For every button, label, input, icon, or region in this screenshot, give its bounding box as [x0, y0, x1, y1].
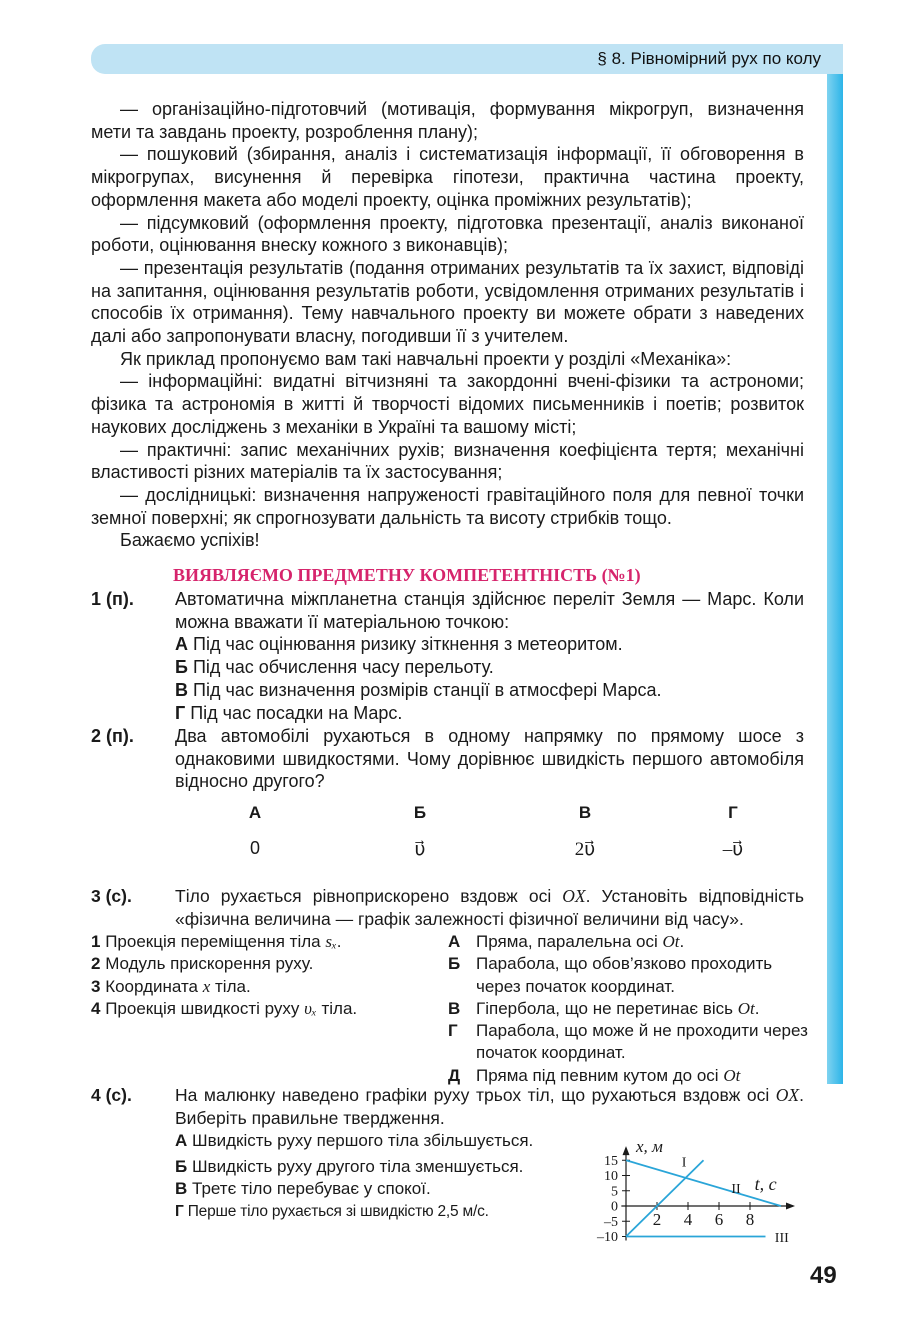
option-b: Б Швидкість руху другого тіла зменшується.	[175, 1156, 524, 1176]
list-item: 4 Проекція швидкості руху υₓ тіла.	[91, 998, 358, 1018]
header-bar	[91, 44, 843, 74]
chapter-title: § 8. Рівномірний рух по колу	[597, 49, 821, 68]
list-item: Б Парабола, що обов’язково проходить через початок координат.	[448, 954, 773, 996]
match-right-list	[448, 931, 808, 1087]
question-2	[91, 725, 804, 793]
answer-letter: Г	[728, 803, 738, 822]
question-number: 4 (с).	[91, 1085, 132, 1105]
intro-paragraph: — підсумковий (оформлення проекту, підготовка презентації, аналіз виконаної роботи, оцінювання внеску кожного з виконавців);	[91, 212, 804, 256]
y-tick-label: –5	[604, 1214, 618, 1230]
list-item: 2 Модуль прискорення руху.	[91, 954, 314, 974]
question-text: Тіло рухається рівноприскорено вздовж осі OX. Установіть відповідність «фізична величина — графік залежності фізичної величини від часу».	[175, 886, 805, 929]
option-c: В Третє тіло перебуває у спокої.	[175, 1179, 431, 1198]
question-3	[91, 885, 804, 930]
list-item: Г Парабола, що може й не проходити через початок координат.	[448, 1021, 808, 1063]
intro-paragraph: Як приклад пропонуємо вам такі навчальні проекти у розділі «Механіка»:	[120, 348, 732, 369]
x-tick-label: 8	[745, 1210, 755, 1229]
question-number: 1 (п).	[91, 589, 134, 609]
list-item: 3 Координата x тіла.	[91, 976, 251, 996]
y-tick-label: 15	[604, 1153, 618, 1169]
x-tick-label: 4	[683, 1210, 693, 1229]
question-number: 2 (п).	[91, 726, 134, 746]
intro-paragraph: — дослідницькі: визначення напруженості гравітаційного поля для певної точки земної поверхні; як спрогнозувати дальність та висоту стрибків тощо.	[91, 484, 804, 528]
answer-letter: В	[578, 803, 592, 822]
y-axis-arrow	[623, 1146, 630, 1155]
x-tick-label: 6	[714, 1210, 724, 1229]
intro-paragraph: — організаційно-підготовчий (мотивація, формування мікрогруп, визначення мети та завдань проекту, розроблення плану);	[91, 99, 804, 142]
x-axis-arrow	[786, 1203, 795, 1210]
question-number: 3 (с).	[91, 886, 132, 906]
list-item: А Пряма, паралельна осі Ot.	[448, 932, 685, 951]
series-label: II	[731, 1182, 741, 1198]
list-item: 1 Проекція переміщення тіла sₓ.	[91, 932, 342, 951]
question-1	[91, 588, 804, 724]
series-label: III	[774, 1230, 789, 1246]
option-c: В Під час визначення розмірів станції в атмосфері Марса.	[175, 679, 662, 700]
page-number: 49	[810, 1262, 837, 1289]
intro-paragraph: — практичні: запис механічних рухів; визначення коефіцієнта тертя; механічні властивості різних матеріалів та їх застосування;	[91, 439, 804, 483]
match-left-list	[91, 931, 357, 1020]
x-axis-label: t, с	[754, 1174, 777, 1194]
answer-letter: А	[248, 803, 262, 822]
list-item: В Гіпербола, що не перетинає вісь Ot.	[448, 998, 760, 1018]
answer-value: 0	[249, 838, 260, 858]
answer-value: –υ⃗	[722, 839, 744, 860]
x-tick-label: 2	[652, 1210, 662, 1229]
answer-value: υ⃗	[414, 839, 426, 860]
question-4	[91, 1084, 804, 1129]
option-a: А Швидкість руху першого тіла збільшується.	[175, 1131, 534, 1150]
option-b: Б Під час обчислення часу перельоту.	[175, 657, 494, 678]
side-stripe	[827, 74, 843, 1084]
answer-letter: Б	[413, 803, 427, 822]
y-axis-label: x, м	[636, 1137, 663, 1157]
question-text: На малюнку наведено графіки руху трьох тіл, що рухаються вздовж осі OX. Виберіть правильне твердження.	[175, 1085, 804, 1128]
intro-paragraph: — інформаційні: видатні вітчизняні та закордонні вчені-фізики та астрономи; фізика та астрономія в житті й творчості відомих письменників і поетів; розвиток наукових досліджень з механіки в Україні та вашому місті;	[91, 371, 804, 437]
y-tick-label: –10	[597, 1230, 618, 1245]
motion-graph	[566, 1136, 806, 1256]
list-item: Д Пряма під певним кутом до осі Ot	[448, 1065, 741, 1085]
y-tick-label: 10	[604, 1169, 618, 1184]
intro-paragraph: — пошуковий (збирання, аналіз і систематизація інформації, її обговорення в мікрогрупах, висунення й перевірка гіпотези, практична частина проекту, оформлення макета або моделі проекту, оцінка проміжних результатів);	[91, 144, 804, 210]
option-d: Г Перше тіло рухається зі швидкістю 2,5 м/с.	[175, 1202, 489, 1220]
option-d: Г Під час посадки на Марс.	[175, 702, 403, 723]
question-text: Два автомобілі рухаються в одному напрямку по прямому шосе з однаковими швидкостями. Чому дорівнює швидкість першого автомобіля відносно другого?	[175, 726, 804, 792]
question-text: Автоматична міжпланетна станція здійснює переліт Земля — Марс. Коли можна вважати її матеріальною точкою:	[175, 589, 804, 632]
y-tick-label: 5	[611, 1184, 618, 1200]
answer-value: 2υ⃗	[574, 839, 596, 860]
option-a: А Під час оцінювання ризику зіткнення з метеоритом.	[175, 634, 623, 655]
intro-paragraph: — презентація результатів (подання отриманих результатів та їх захист, відповіді на запитання, оцінювання результатів роботи, усвідомлення отриманих результатів і способів їх отримання). Тему навчального проекту ви можете обрати з наведених далі або запропонувати власну, погодивши її з учителем.	[91, 257, 804, 347]
series-label: I	[681, 1155, 687, 1171]
question-4-options	[175, 1130, 560, 1223]
section-title: ВИЯВЛЯЄМО ПРЕДМЕТНУ КОМПЕТЕНТНІСТЬ (№1)	[173, 565, 641, 585]
intro-text	[91, 98, 804, 552]
y-tick-label: 0	[611, 1199, 618, 1215]
intro-paragraph: Бажаємо успіхів!	[120, 530, 260, 551]
